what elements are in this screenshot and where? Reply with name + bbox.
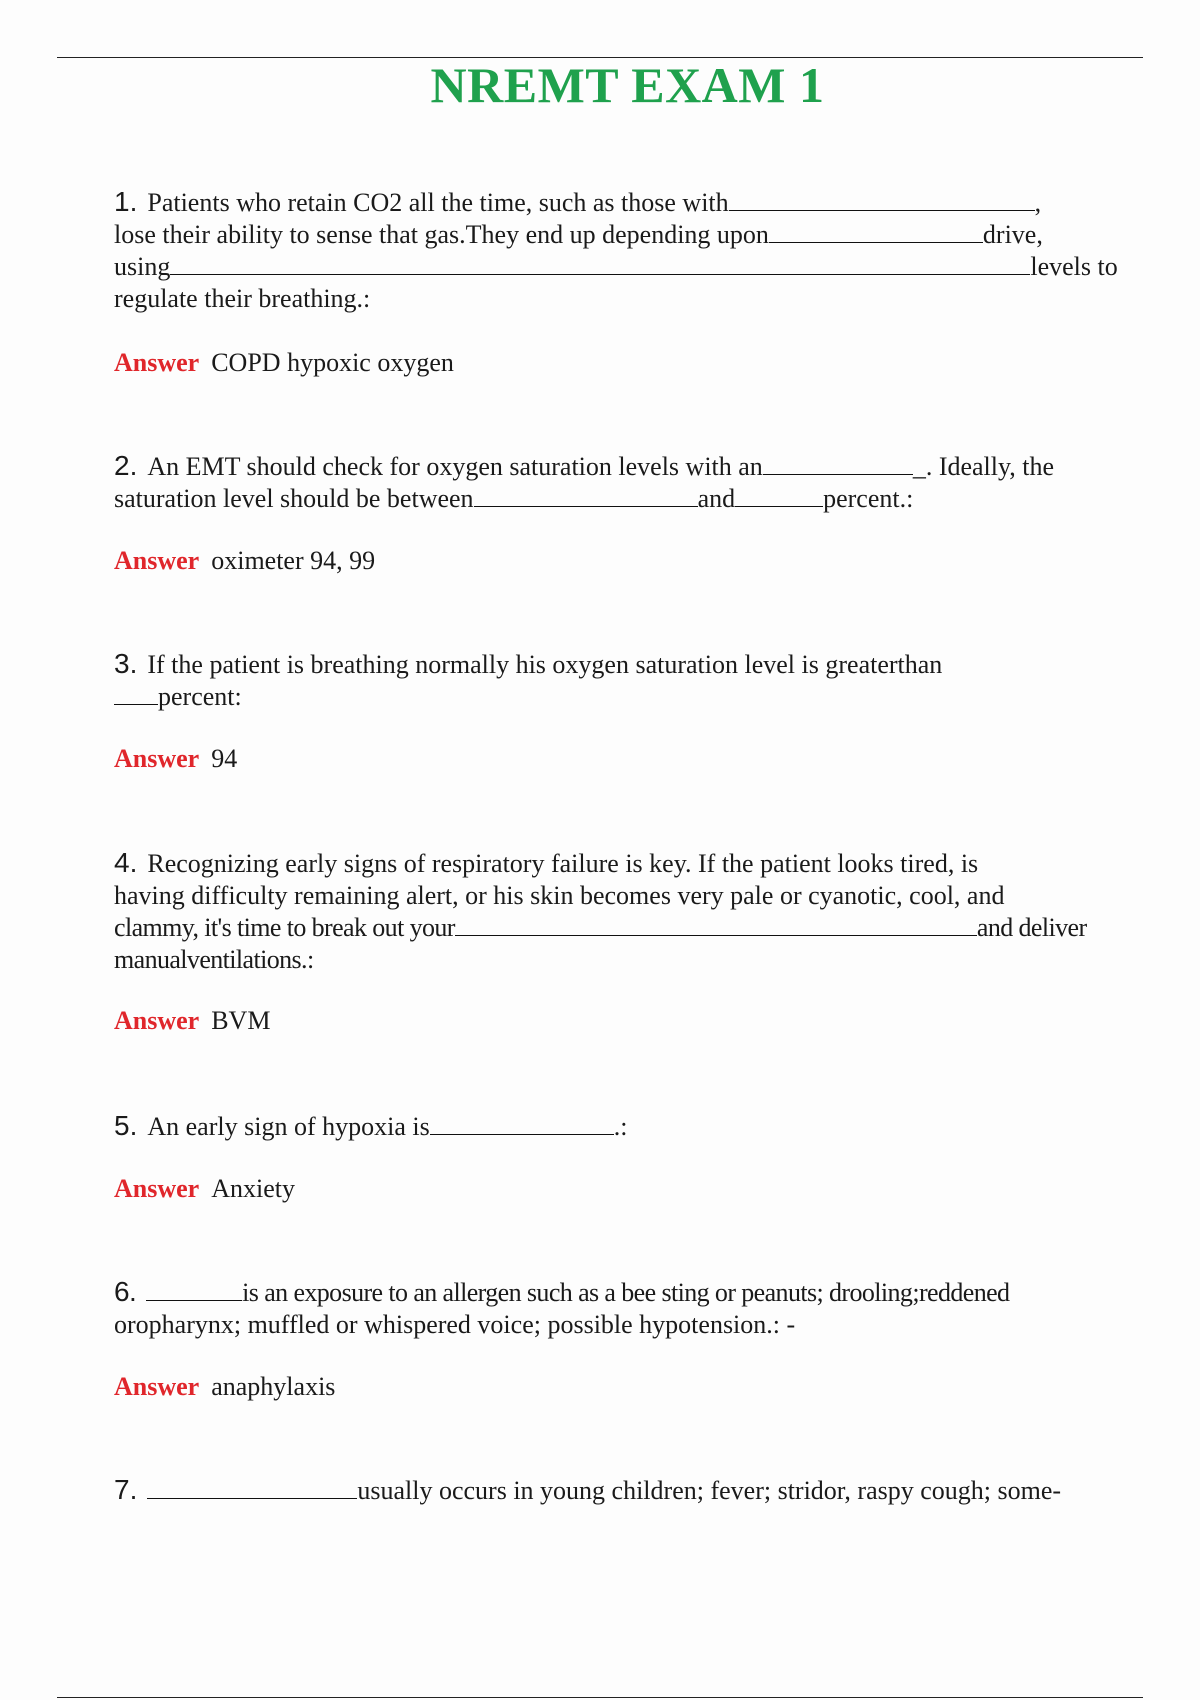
answer-blank (735, 484, 823, 507)
answer-blank (147, 1476, 357, 1499)
answer-blank (114, 682, 158, 705)
question-number: 3. (114, 648, 138, 679)
question-number: 2. (114, 450, 138, 481)
answer-label: Answer (114, 348, 200, 377)
answer-6 (114, 1372, 335, 1402)
question-text: lose their ability to sense that gas.They end up depending upon (114, 220, 769, 249)
question-text: clammy, it's time to break out your (114, 913, 455, 942)
question-text: _. Ideally, the (912, 452, 1055, 481)
question-number: 7. (114, 1474, 138, 1505)
question-3 (114, 648, 1134, 713)
question-text: .: (613, 1112, 628, 1141)
answer-2 (114, 546, 375, 576)
question-text: and (697, 484, 736, 513)
question-text: is an exposure to an allergen such as a bee sting or peanuts; drooling;reddened (242, 1278, 1010, 1307)
answer-blank (170, 252, 1030, 275)
answer-label: Answer (114, 1372, 200, 1401)
answer-label: Answer (114, 546, 200, 575)
question-text: An early sign of hypoxia is (147, 1112, 430, 1141)
question-7 (114, 1474, 1134, 1507)
question-4 (114, 847, 1134, 976)
question-number: 4. (114, 847, 138, 878)
answer-text: oximeter 94, 99 (211, 546, 376, 575)
answer-blank (769, 220, 983, 243)
question-text: Recognizing early signs of respiratory failure is key. If the patient looks tired, is (147, 849, 979, 878)
answer-blank (474, 484, 698, 507)
answer-blank (455, 913, 977, 936)
question-text: levels to (1030, 252, 1118, 281)
question-text: having difficulty remaining alert, or his skin becomes very pale or cyanotic, cool, and (114, 881, 1005, 910)
question-text: If the patient is breathing normally his oxygen saturation level is greaterthan (147, 650, 943, 679)
answer-4 (114, 1006, 270, 1036)
question-text: saturation level should be between (114, 484, 474, 513)
question-2 (114, 450, 1134, 515)
question-number: 6. (114, 1276, 137, 1307)
question-text: manualventilations.: (114, 945, 314, 974)
answer-label: Answer (114, 1174, 200, 1203)
question-number: 1. (114, 186, 138, 217)
question-6 (114, 1276, 1134, 1341)
question-text: Patients who retain CO2 all the time, such as those with (147, 188, 729, 217)
question-5 (114, 1110, 1134, 1143)
answer-blank (729, 188, 1035, 211)
answer-1 (114, 348, 454, 378)
question-text: using (114, 252, 171, 281)
answer-text: BVM (211, 1006, 271, 1035)
question-text: and deliver (976, 913, 1087, 942)
question-text: usually occurs in young children; fever; stridor, raspy cough; some- (357, 1476, 1062, 1505)
answer-label: Answer (114, 1006, 200, 1035)
answer-blank (430, 1112, 614, 1135)
answer-5 (114, 1174, 295, 1204)
question-text: regulate their breathing.: (114, 284, 371, 313)
answer-label: Answer (114, 744, 200, 773)
question-text: drive, (982, 220, 1043, 249)
answer-3 (114, 744, 237, 774)
question-text: An EMT should check for oxygen saturation levels with an (147, 452, 763, 481)
question-number: 5. (114, 1110, 138, 1141)
answer-text: COPD hypoxic oxygen (211, 348, 454, 377)
question-text: , (1034, 188, 1042, 217)
answer-blank (146, 1278, 242, 1301)
answer-text: Anxiety (211, 1174, 295, 1203)
answer-text: 94 (211, 744, 238, 773)
question-1 (114, 186, 1134, 315)
question-text: percent: (158, 682, 242, 711)
answer-blank (763, 452, 913, 475)
question-text: percent.: (823, 484, 914, 513)
answer-text: anaphylaxis (211, 1372, 336, 1401)
question-text: oropharynx; muffled or whispered voice; possible hypotension.: - (114, 1310, 796, 1339)
bottom-rule (57, 1697, 1143, 1698)
page-title: NREMT EXAM 1 (430, 57, 825, 113)
